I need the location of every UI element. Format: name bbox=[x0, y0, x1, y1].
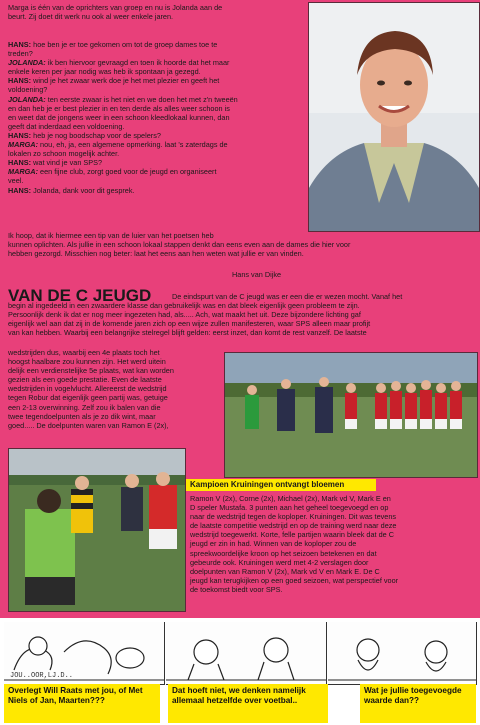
interview-line: HANS: heb je nog boodschap voor de spelers? bbox=[8, 130, 161, 140]
author-signature: Hans van Dijke bbox=[232, 270, 282, 279]
interview-line: geeft dat inderdaad een voldoening. bbox=[8, 121, 125, 131]
cartoon-panel-3 bbox=[328, 622, 477, 685]
interview-line: en weet dat de jongens weer in een schoon kleedlokaal kunnen, dan bbox=[8, 112, 230, 122]
cartoon-panel-2 bbox=[166, 622, 327, 685]
article-intro-first-line: De eindspurt van de C jeugd was er een die er wezen mocht. Vanaf het bbox=[172, 292, 403, 301]
outro-text: Ik hoop, dat ik hiermee een tip van de luier van het poetsen heb kunnen oplichten. Als jullie in een schoon lokaal stappen denkt dan eens even aan de dames die hier voor hebben gezorgd. Misschien nog beter: laat het eens aan hen weten wat jullie er van vinden. bbox=[8, 231, 351, 259]
article-intro-text: begin al ingedeeld in een zwaardere klasse dan gebruikelijk was en dat bleek eigenlijk geen probleem te zijn. Persoonlijk denk ik dat er nog meer ingezeten had, als..... Ach, wat maakt het uit. Deze bijzondere lichting gaf eigenlijk wel aan dat zij in de komende jaren zich op een wijze zullen manifesteren, waar SPS alleen maar profijt van kan hebben. Waarbij een belangrijke stelregel blijft gelden: eerst inzet, dan komt de rest vanzelf. De laatste bbox=[8, 301, 371, 338]
interview-line: HANS: hoe ben je er toe gekomen om tot de groep dames toe te bbox=[8, 40, 218, 49]
cartoon-scribble: JOU..OOR,LJ.D.. bbox=[10, 672, 74, 680]
interview-line: treden? bbox=[8, 49, 33, 59]
team-lineup-photo bbox=[224, 352, 478, 478]
interview-line: MARGA: nou, eh, ja, een algemene opmerking. laat 's zaterdags de bbox=[8, 140, 228, 150]
portrait-illustration bbox=[309, 3, 479, 231]
article-heading: VAN DE C JEUGD bbox=[8, 286, 152, 305]
interview-line: enkele keren per jaar nodig was heb ik spontaan ja gezegd. bbox=[8, 67, 201, 77]
cartoon-panel-1 bbox=[4, 622, 165, 685]
interview-line: HANS: wind je het zwaar werk doe je het met plezier en geeft het bbox=[8, 76, 220, 86]
celebration-illustration bbox=[9, 449, 185, 611]
cartoon-caption-1: Overlegt Will Raats met jou, of Met Niels of Jan, Maarten??? bbox=[4, 684, 160, 723]
interview-line: en dan heb je er best plezier in en ten derde als alles weer schoon is bbox=[8, 103, 230, 113]
interview-line: veel. bbox=[8, 176, 24, 186]
interview-line: voldoening? bbox=[8, 85, 48, 95]
interview-line: HANS: wat vind je van SPS? bbox=[8, 158, 103, 168]
team-lineup-illustration bbox=[225, 353, 477, 477]
intro-text: Marga is één van de oprichters van groep en nu is Jolanda aan de beurt. Zij doet dit werk nu ook al weer enkele jaren. bbox=[8, 3, 223, 22]
celebration-photo bbox=[8, 448, 186, 612]
interview-line: JOLANDA: ten eerste zwaar is het niet en we doen het met z'n tweeën bbox=[8, 94, 238, 104]
photo-caption: Kampioen Kruiningen ontvangt bloemen bbox=[186, 479, 376, 491]
cartoon-caption-3: Wat je jullie toegevoegde waarde dan?? bbox=[360, 684, 476, 723]
portrait-photo bbox=[308, 2, 480, 232]
cartoon-caption-2: Dat hoeft niet, we denken namelijk allemaal hetzelfde over voetbal.. bbox=[168, 684, 328, 723]
article-right-column: Ramon V (2x), Corne (2x), Michael (2x), Mark vd V, Mark E en D speler Mustafa. 3 punten aan het geheel toegevoegd en op naar de wedstrijd tegen de koploper. Kruiningen. Dit was tevens de laatste competitie wedstrijd en op de training werd naar deze wedstrijd toegewerkt. Korte, felle partijen waarin bleek dat de C jeugd er zin in had. Winnen van de koploper zou de spreekwoordelijke kroon op het seizoen betekenen en dat gebeurde ook. Kruiningen werd met 4-2 verslagen door doelpunten van Ramon V (2x), Mark vd V en Mark E. De C jeugd kan terugkijken op een goed seizoen, wat perspectief voor de toekomst biedt voor SPS. bbox=[190, 494, 399, 594]
interview-line: lokalen zo schoon mogelijk achter. bbox=[8, 149, 120, 159]
article-left-column: wedstrijden dus, waarbij een 4e plaats toch het hoogst haalbare zou kunnen zijn. Het werd uitein delijk een verdienstelijke 5e plaats, wat kan worden gezien als een goede prestatie. Even de laatste wedstrijden in vogelvlucht. Allereerst de wedstrijd tegen Robur dat eigenlijk geen partij was, getuige een 2-13 overwinning. Zelf zou ik balen van die twee tegendoelpunten als je zo dik wint, maar goed..... De doelpunten waren van Ramon E (2x), bbox=[8, 348, 174, 430]
cartoon-panel-3-drawing bbox=[328, 622, 476, 684]
interview-line: JOLANDA: ik ben hiervoor gevraagd en toen ik hoorde dat het maar bbox=[8, 58, 230, 68]
interview-text bbox=[8, 40, 304, 195]
interview-line: HANS: Jolanda, dank voor dit gesprek. bbox=[8, 185, 135, 195]
cartoon-panel-2-drawing bbox=[166, 622, 326, 684]
interview-line: MARGA: een fijne club, zorgt goed voor de jeugd en organiseert bbox=[8, 167, 217, 177]
